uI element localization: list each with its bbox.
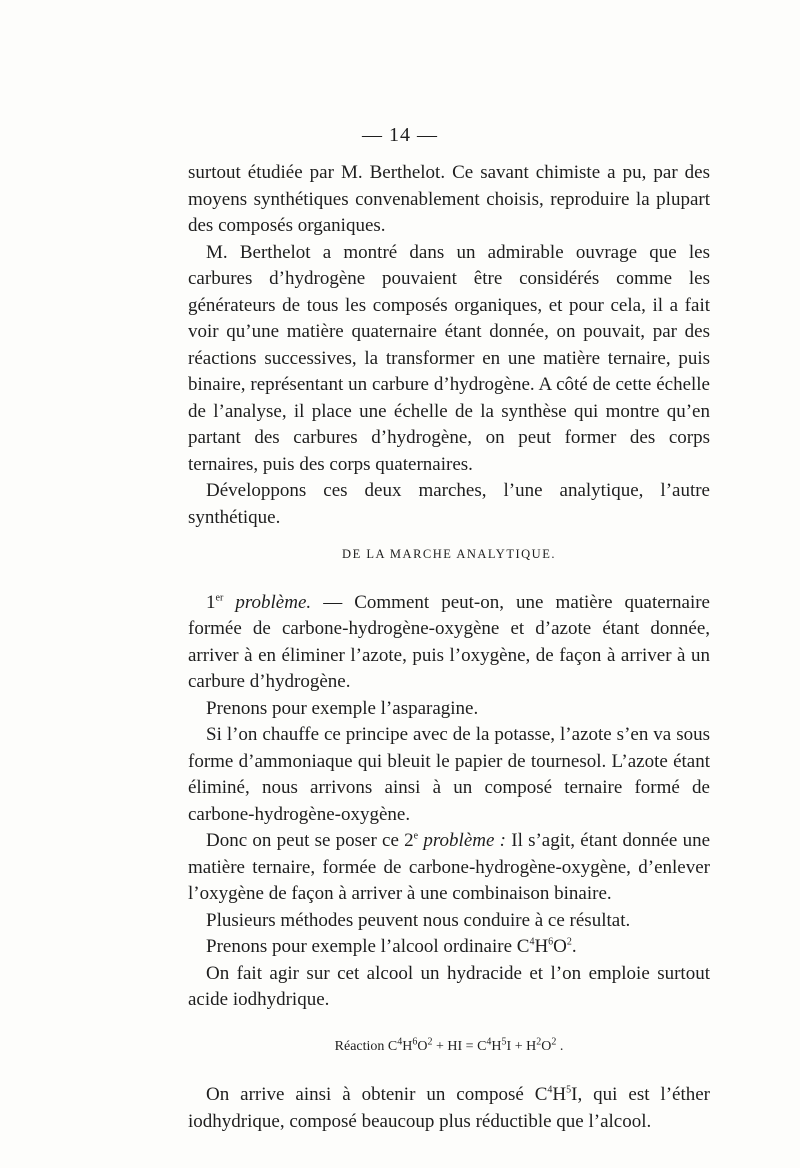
superscript: er — [215, 592, 224, 604]
superscript: e — [413, 830, 419, 842]
paragraph: On fait agir sur cet alcool un hydracide et l’on emploie surtout acide iodhydrique. — [188, 962, 710, 1010]
subscript-digit: 4 — [529, 936, 535, 948]
paragraph-problem-1 — [188, 590, 710, 696]
text-span: H — [552, 1084, 567, 1105]
formula-part: + HI = C — [432, 1038, 487, 1054]
text-span: Prenons pour exemple l’alcool ordinaire C — [206, 936, 530, 957]
formula-part: O — [417, 1038, 428, 1054]
text-span: Donc on peut se poser ce 2 — [206, 830, 414, 851]
paragraph: Prenons pour exemple l’asparagine. — [206, 697, 479, 719]
subscript-digit: 2 — [566, 936, 572, 948]
formula-part: O — [541, 1038, 552, 1054]
formula-sup: 2 — [427, 1035, 433, 1047]
formula-part: . — [556, 1038, 564, 1054]
formula-sup: 6 — [412, 1035, 418, 1047]
paragraph: M. Berthelot a montré dans un admirable ouvrage que les carbures d’hydrogène pouvaient être considérés comme les générateurs de tous les composés organiques, et pour cela, il a fait voir qu’une matière quaternaire étant donnée, on pouvait, par des réactions successives, la transformer en une matière ternaire, puis binaire, représentant un carbure d’hydrogène. A côté de cette échelle de l’analyse, il place une échelle de la synthèse qui montre qu’en partant des carbures d’hydrogène, on peut former des corps ternaires, puis des corps quaternaires. — [188, 241, 710, 475]
problem-text: — Comment peut-on, une matière quaternaire formée de carbone-hydrogène-oxygène et d’azote étant donnée, arriver à en éliminer l’azote, puis l’oxygène, de façon à arriver à un carbure d’hydrogène. — [188, 591, 710, 692]
text-span: . — [571, 936, 577, 957]
text-span: Il s’agit, étant donnée une matière ternaire, formée de carbone-hydrogène-oxygène, d’enlever l’oxygène de façon à arriver à une combinaison binaire. — [188, 830, 710, 904]
formula-sup: 5 — [501, 1035, 507, 1047]
paragraph: surtout étudiée par M. Berthelot. Ce savant chimiste a pu, par des moyens synthétiques convenablement choisis, reproduire la plupart des composés organiques. — [188, 162, 710, 236]
page-body — [188, 160, 710, 1135]
subscript-digit: 5 — [566, 1084, 572, 1096]
text-span: On arrive ainsi à obtenir un composé C — [206, 1084, 548, 1105]
paragraph-problem-2 — [188, 828, 710, 908]
problem-number: 1 — [206, 591, 216, 613]
text-span: H — [534, 936, 549, 957]
formula-part: I + H — [506, 1038, 537, 1054]
formula-sup: 4 — [486, 1035, 492, 1047]
formula-sup: 4 — [397, 1035, 403, 1047]
text-span: I, qui est l’éther iodhydrique, composé beaucoup plus réductible que l’alcool. — [188, 1084, 710, 1132]
formula-part: Réaction C — [334, 1038, 398, 1054]
problem-label: problème : — [418, 830, 506, 851]
subscript-digit: 6 — [548, 936, 554, 948]
paragraph: Développons ces deux marches, l’une analytique, l’autre synthétique. — [188, 480, 710, 528]
section-heading: DE LA MARCHE ANALYTIQUE. — [342, 547, 556, 561]
formula-sup: 2 — [551, 1035, 557, 1047]
reaction-formula — [188, 1034, 710, 1061]
paragraph-alcohol — [188, 934, 710, 961]
formula-part: H — [402, 1038, 413, 1054]
paragraph-conclusion — [188, 1082, 710, 1135]
formula-sup: 2 — [536, 1035, 542, 1047]
problem-label: problème. — [223, 591, 312, 613]
formula-part: H — [491, 1038, 502, 1054]
text-span: O — [553, 936, 567, 957]
paragraph: Plusieurs méthodes peuvent nous conduire à ce résultat. — [206, 909, 631, 931]
page-number: — 14 — — [362, 124, 438, 146]
paragraph: Si l’on chauffe ce principe avec de la potasse, l’azote s’en va sous forme d’ammoniaque qui bleuit le papier de tournesol. L’azote étant éliminé, nous arrivons ainsi à un composé ternaire formé de carbone-hydrogène-oxygène. — [188, 724, 710, 825]
subscript-digit: 4 — [547, 1084, 553, 1096]
